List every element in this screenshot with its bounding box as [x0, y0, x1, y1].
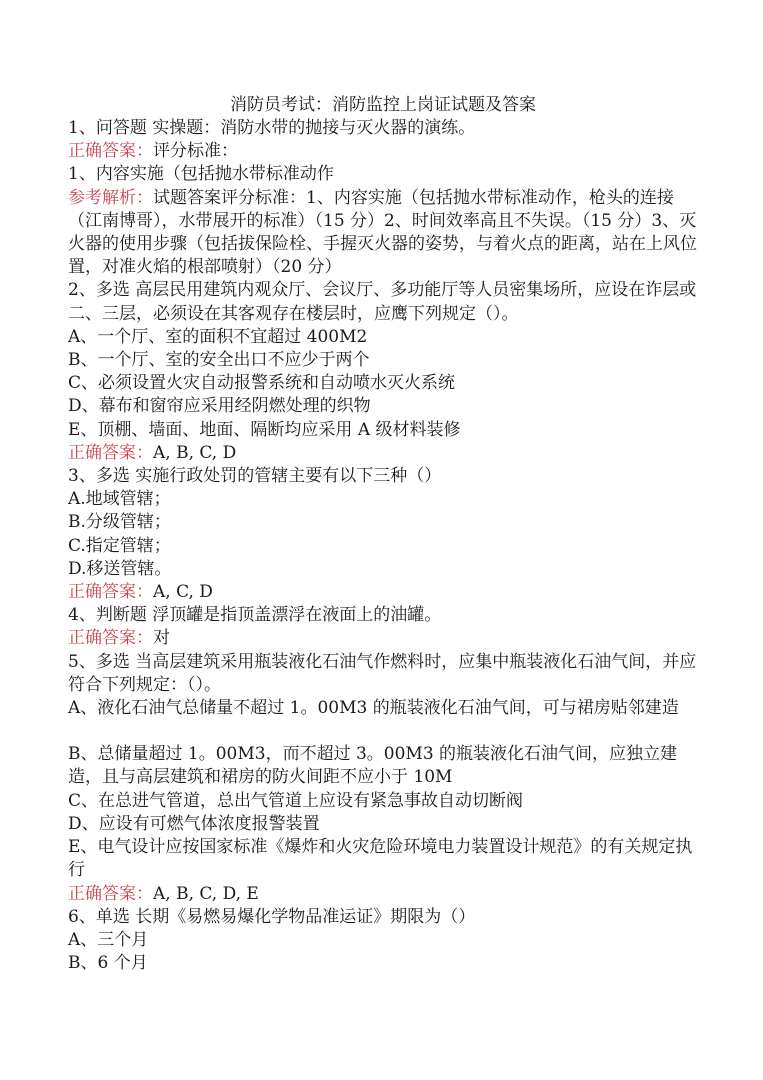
- question-3-option-c: C.指定管辖；: [68, 535, 171, 556]
- document-title: 消防员考试：消防监控上岗证试题及答案: [230, 95, 536, 115]
- question-3-option-a: A.地域管辖；: [68, 489, 171, 510]
- question-3-option-b: B.分级管辖；: [68, 512, 171, 533]
- question-6-option-b: B、6 个月: [68, 953, 148, 974]
- question-3-stem: 3、多选 实施行政处罚的管辖主要有以下三种（）: [68, 466, 442, 487]
- question-2-option-e: E、顶棚、墙面、地面、隔断均应采用 A 级材料装修: [68, 419, 461, 440]
- answer-label: 正确答案：: [68, 628, 153, 649]
- answer-label: 正确答案：: [68, 883, 153, 904]
- question-5-stem: 5、多选 当高层建筑采用瓶装液化石油气作燃料时，应集中瓶装液化石油气间，并应符合下列规定：（）。: [68, 651, 697, 695]
- question-4-stem: 4、判断题 浮顶罐是指顶盖漂浮在液面上的油罐。: [68, 605, 442, 626]
- question-1-extra: 1、内容实施（包括抛水带标准动作: [68, 164, 334, 185]
- question-5-option-b: B、总储量超过 1。00M3，而不超过 3。00M3 的瓶装液化石油气间，应独立建造，且与高层建筑和裙房的防火间距不应小于 10M: [68, 744, 678, 788]
- analysis-label: 参考解析：: [68, 187, 153, 208]
- answer-value: A, C, D: [153, 582, 213, 603]
- answer-value: 评分标准：: [153, 141, 238, 162]
- question-2-option-d: D、幕布和窗帘应采用经阴燃处理的织物: [68, 396, 371, 417]
- analysis-text: 试题答案评分标准：1、内容实施（包括抛水带标准动作，枪头的连接（江南博哥），水带展开的标准）（15 分）2、时间效率高且不失误。（15 分）3、灭火器的使用步骤（包括拔保险栓、手握灭火器的姿势，与着火点的距离，站在上风位置，对准火焰的根部喷射）（20 分）: [68, 187, 697, 278]
- question-1-analysis: [68, 187, 698, 280]
- question-1-stem: 1、问答题 实操题：消防水带的抛接与灭火器的演练。: [68, 118, 476, 138]
- question-4-answer: [68, 627, 698, 650]
- question-3-answer: [68, 581, 698, 604]
- question-5-option-a: A、液化石油气总储量不超过 1。00M3 的瓶装液化石油气间，可与裙房贴邻建造: [68, 698, 679, 719]
- question-5-option-d: D、应设有可燃气体浓度报警装置: [68, 813, 320, 834]
- question-6-option-a: A、三个月: [68, 929, 149, 950]
- answer-value: A, B, C, D, E: [153, 883, 259, 904]
- answer-label: 正确答案：: [68, 582, 153, 603]
- answer-value: 对: [153, 628, 170, 649]
- question-5-option-c: C、在总进气管道，总出气管道上应设有紧急事故自动切断阀: [68, 790, 524, 811]
- question-2-option-c: C、必须设置火灾自动报警系统和自动喷水灭火系统: [68, 373, 456, 394]
- question-2-option-a: A、一个厅、室的面积不宜超过 400M2: [68, 326, 368, 347]
- document-page: [68, 93, 698, 975]
- question-2-stem: 2、多选 高层民用建筑内观众厅、会议厅、多功能厅等人员密集场所，应设在诈层或二、三层，必须设在其客观存在楼层时，应鹰下列规定（）。: [68, 280, 697, 324]
- answer-label: 正确答案：: [68, 141, 153, 162]
- answer-value: A, B, C, D: [153, 442, 237, 463]
- question-2-option-b: B、一个厅、室的安全出口不应少于两个: [68, 350, 370, 371]
- question-6-stem: 6、单选 长期《易燃易爆化学物品准运证》期限为（）: [68, 906, 476, 927]
- question-5-answer: [68, 883, 698, 906]
- question-1-answer: [68, 140, 698, 163]
- blank-line: [68, 720, 698, 743]
- question-2-answer: [68, 442, 698, 465]
- answer-label: 正确答案：: [68, 442, 153, 463]
- question-3-option-d: D.移送管辖。: [68, 558, 172, 579]
- question-5-option-e: E、电气设计应按国家标准《爆炸和火灾危险环境电力装置设计规范》的有关规定执行: [68, 837, 693, 881]
